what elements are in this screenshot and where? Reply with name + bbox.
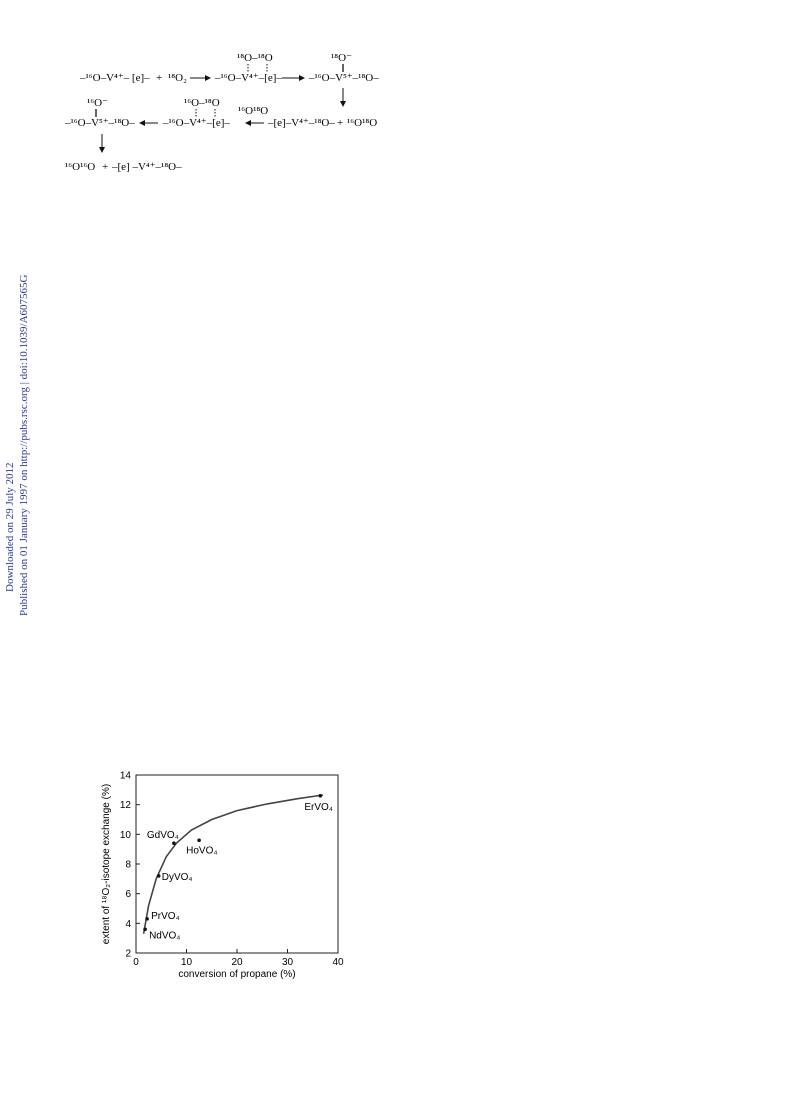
row1-product: –¹⁶O–V⁵⁺–¹⁸O– <box>309 72 379 84</box>
row2-left: –¹⁶O–V⁵⁺–¹⁸O– <box>65 117 135 129</box>
row1-plus: + <box>156 72 163 84</box>
x-axis-label: conversion of propane (%) <box>178 969 296 980</box>
y-tick-label: 10 <box>119 829 131 841</box>
isotope-exchange-chart <box>96 758 356 990</box>
data-point <box>197 838 201 842</box>
row1-top-pair: ¹⁸O–¹⁸O <box>237 52 273 64</box>
y-axis-label: extent of ¹⁸O₂-isotope exchange (%) <box>101 783 112 945</box>
point-label: NdVO₄ <box>149 930 181 942</box>
data-point <box>319 794 323 798</box>
data-point <box>172 841 176 845</box>
y-tick-label: 4 <box>125 918 131 930</box>
x-tick-label: 0 <box>133 957 139 968</box>
data-points <box>143 794 333 941</box>
row2-top-single: ¹⁶O⁻ <box>87 97 108 109</box>
y-tick-label: 2 <box>125 948 131 960</box>
y-axis-ticks <box>120 771 140 960</box>
data-point <box>143 927 147 931</box>
row1-complex: –¹⁶O–V⁴⁺–[e]– <box>215 72 282 84</box>
data-point <box>157 874 161 878</box>
x-tick-label: 20 <box>231 957 243 968</box>
publication-doi-text[interactable]: Published on 01 January 1997 on http://pubs.rsc.org | doi:10.1039/A607565G <box>18 274 30 616</box>
row2-right-o2: ¹⁶O¹⁸O <box>347 117 378 129</box>
reaction-scheme <box>60 40 400 180</box>
point-label: ErVO₄ <box>304 801 333 813</box>
y-tick-label: 14 <box>119 770 131 782</box>
row3-product: –[e] –V⁴⁺–¹⁸O– <box>112 161 182 173</box>
row1-top-single: ¹⁸O⁻ <box>331 52 352 64</box>
x-tick-label: 30 <box>281 957 294 968</box>
point-label: PrVO₄ <box>151 910 180 922</box>
row3-o2: ¹⁶O¹⁶O <box>65 161 96 173</box>
row3-plus: + <box>102 161 109 173</box>
data-point <box>145 917 149 921</box>
x-tick-label: 10 <box>180 957 193 968</box>
x-axis-ticks <box>133 949 344 968</box>
download-date-text: Downloaded on 29 July 2012 <box>4 462 16 592</box>
point-label: HoVO₄ <box>186 845 218 857</box>
row2-top-pair: ¹⁶O–¹⁸O <box>184 97 220 109</box>
download-notice <box>0 0 40 1120</box>
row2-plus: + <box>337 117 344 129</box>
row2-middle: –¹⁶O–V⁴⁺–[e]– <box>163 117 230 129</box>
y-tick-label: 8 <box>125 859 131 871</box>
x-tick-label: 40 <box>332 957 344 968</box>
point-label: GdVO₄ <box>146 830 179 842</box>
row1-o2: ¹⁸O₂ <box>168 72 187 84</box>
row2-right: –[e]–V⁴⁺–¹⁸O– <box>268 117 335 129</box>
y-tick-label: 12 <box>119 800 131 812</box>
row2-released-o2: ¹⁶O¹⁸O <box>238 105 269 117</box>
row1-reactant: –¹⁶O–V⁴⁺– [e]– <box>80 72 150 84</box>
point-label: DyVO₄ <box>161 871 193 883</box>
y-tick-label: 6 <box>125 889 131 901</box>
